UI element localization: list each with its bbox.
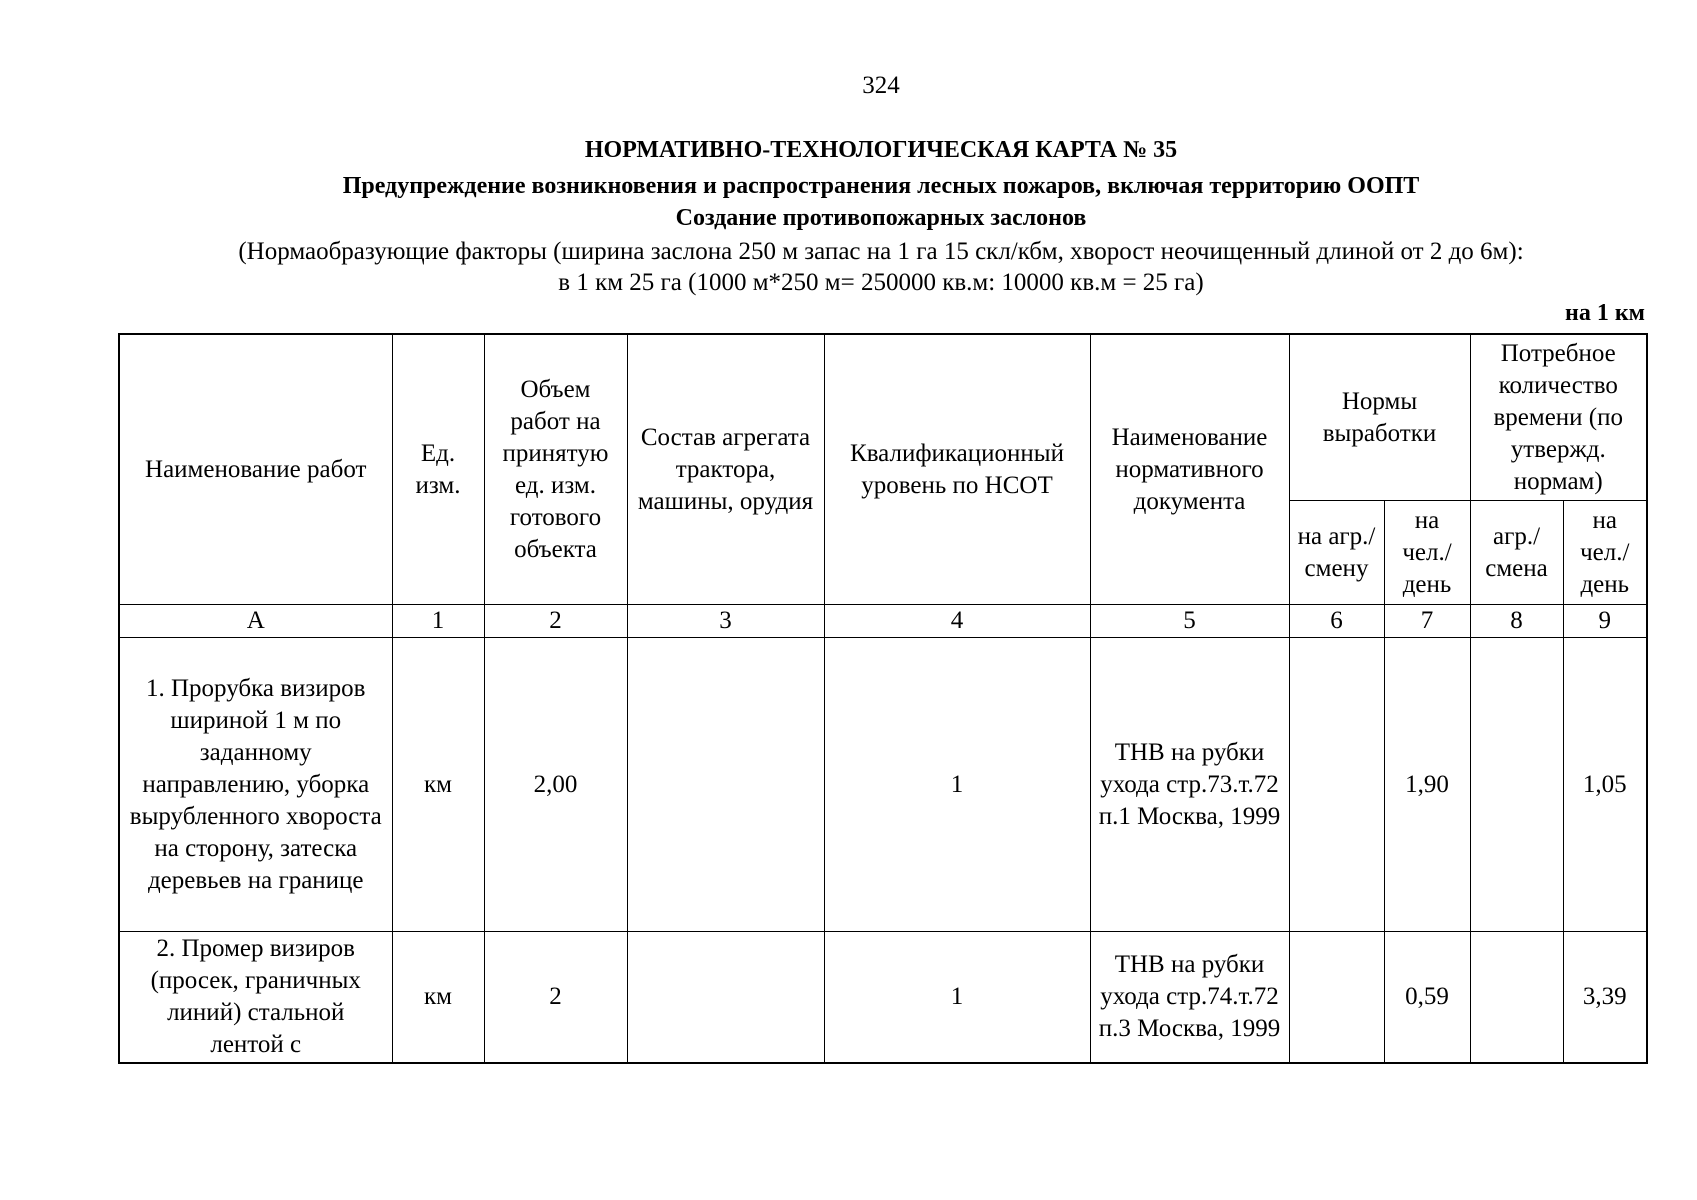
column-number: 6: [1289, 605, 1384, 638]
column-number: 5: [1090, 605, 1289, 638]
column-number: 2: [484, 605, 627, 638]
card-subtitle: Предупреждение возникновения и распространения лесных пожаров, включая территорию ООПТ: [342, 173, 1420, 199]
work-description: 2. Промер визиров (просек, граничных линий) стальной лентой с: [119, 932, 392, 1064]
card-title: НОРМАТИВНО-ТЕХНОЛОГИЧЕСКАЯ КАРТА № 35: [584, 137, 1178, 163]
header-norms: Нормы выработки: [1289, 334, 1470, 501]
unit-cell: км: [392, 932, 484, 1064]
norm-factors-calculation: в 1 км 25 га (1000 м*250 м= 250000 кв.м: 10000 кв.м = 25 га): [558, 269, 1204, 296]
norm-factors-line: (Нормаобразующие факторы (ширина заслона 250 м запас на 1 га 15 скл/кбм, хворост неочищенный длиной от 2 до 6м):: [238, 238, 1524, 265]
column-number-row: [119, 605, 1647, 638]
header-volume: Объем работ на принятую ед. изм. готового объекта: [484, 334, 627, 605]
composition-cell: [627, 932, 824, 1064]
page-number: 324: [862, 72, 900, 99]
column-number: 1: [392, 605, 484, 638]
header-composition: Состав агрегата трактора, машины, орудия: [627, 334, 824, 605]
column-number: А: [119, 605, 392, 638]
qualification-cell: 1: [824, 638, 1090, 932]
header-norms-person: на чел./ день: [1384, 501, 1470, 605]
volume-cell: 2: [484, 932, 627, 1064]
header-qualification: Квалификационный уровень по НСОТ: [824, 334, 1090, 605]
norms-table: [118, 333, 1648, 1064]
norm-agr-cell: [1289, 638, 1384, 932]
table-header-row: [119, 334, 1647, 501]
document-cell: ТНВ на рубки ухода стр.74.т.72 п.3 Москва, 1999: [1090, 932, 1289, 1064]
norm-agr-cell: [1289, 932, 1384, 1064]
work-description: 1. Прорубка визиров шириной 1 м по заданному направлению, уборка вырубленного хвороста на сторону, затеска деревьев на границе: [119, 638, 392, 932]
time-person-cell: 3,39: [1563, 932, 1647, 1064]
header-work-name: Наименование работ: [119, 334, 392, 605]
document-cell: ТНВ на рубки ухода стр.73.т.72 п.1 Москва, 1999: [1090, 638, 1289, 932]
column-number: 4: [824, 605, 1090, 638]
norm-person-cell: 1,90: [1384, 638, 1470, 932]
time-agr-cell: [1470, 932, 1563, 1064]
column-number: 3: [627, 605, 824, 638]
time-person-cell: 1,05: [1563, 638, 1647, 932]
qualification-cell: 1: [824, 932, 1090, 1064]
norm-person-cell: 0,59: [1384, 932, 1470, 1064]
header-time: Потребное количество времени (по утвержд. нормам): [1470, 334, 1647, 501]
header-time-person: на чел./ день: [1563, 501, 1647, 605]
unit-label: на 1 км: [1564, 300, 1645, 326]
header-document: Наименование нормативного документа: [1090, 334, 1289, 605]
unit-cell: км: [392, 638, 484, 932]
card-section-title: Создание противопожарных заслонов: [675, 205, 1087, 231]
time-agr-cell: [1470, 638, 1563, 932]
volume-cell: 2,00: [484, 638, 627, 932]
header-norms-agr: на агр./ смену: [1289, 501, 1384, 605]
header-time-agr: агр./ смена: [1470, 501, 1563, 605]
composition-cell: [627, 638, 824, 932]
table-row: [119, 932, 1647, 1064]
column-number: 7: [1384, 605, 1470, 638]
column-number: 8: [1470, 605, 1563, 638]
column-number: 9: [1563, 605, 1647, 638]
header-unit: Ед. изм.: [392, 334, 484, 605]
table-row: [119, 638, 1647, 932]
